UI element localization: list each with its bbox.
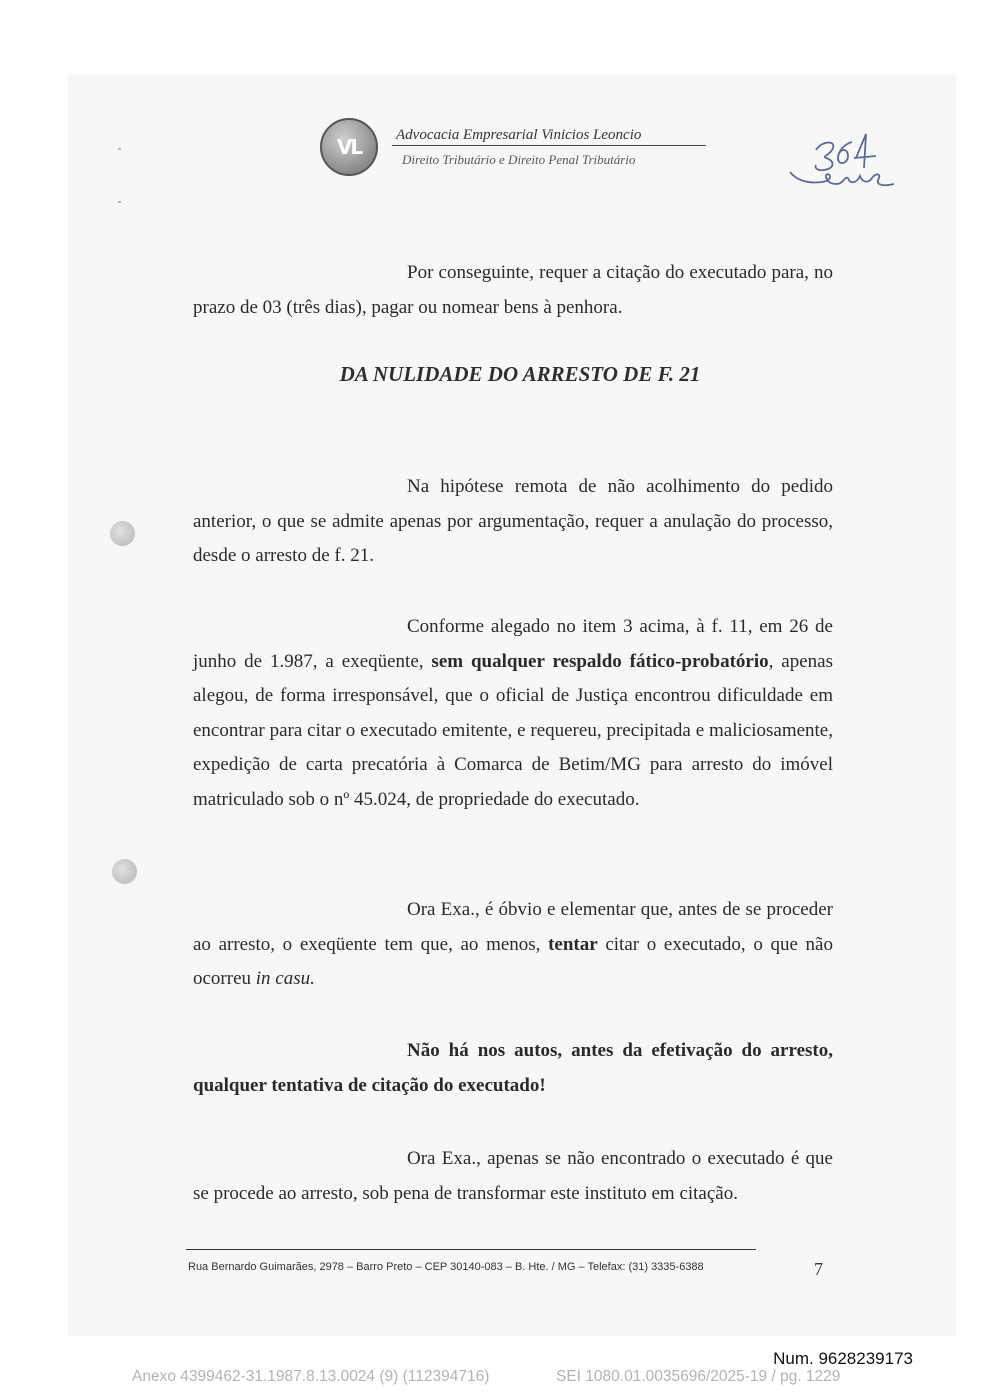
paragraph-annulment-request: Na hipótese remota de não acolhimento do pedido anterior, o que se admite apenas por argumentação, requer a anulação do processo, desde o arresto de f. 21. [193,476,833,566]
paragraph-arrest-procedure: Ora Exa., apenas se não encontrado o executado é que se procede ao arresto, sob pena de transformar este instituto em citação. [193,1148,833,1204]
annex-reference-stamp: Anexo 4399462-31.1987.8.13.0024 (9) (112394716) [132,1368,490,1385]
paragraph-arrest-allegation: Conforme alegado no item 3 acima, à f. 11, em 26 de junho de 1.987, a exeqüente, sem qualquer respaldo fático-probatório, apenas alegou, de forma irresponsável, que o oficial de Justiça encontrou dificuldade em encontrar para citar o executado emitente, e requereu, precipitada e maliciosamente, expedição de carta precatória à Comarca de Betim/MG para arresto do imóvel matriculado sob o nº 45.024, de propriedade do executado. [193,616,833,810]
scan-speck [118,201,121,203]
binder-hole [110,521,135,546]
footer-address: Rua Bernardo Guimarães, 2978 – Barro Preto – CEP 30140-083 – B. Hte. / MG – Telefax: (31) 3335-6388 [188,1261,704,1273]
paragraph-citation-request: Por conseguinte, requer a citação do executado para, no prazo de 03 (três dias), pagar ou nomear bens à penhora. [193,262,833,318]
document-number-stamp: Num. 9628239173 [773,1349,913,1368]
firm-logo [320,118,378,176]
footer-divider [186,1249,756,1250]
sei-reference-stamp: SEI 1080.01.0035696/2025-19 / pg. 1229 [556,1368,841,1385]
firm-subtitle: Direito Tributário e Direito Penal Tributário [402,152,636,167]
binder-hole [112,859,137,884]
page-number: 7 [814,1259,823,1279]
firm-name: Advocacia Empresarial Vinicios Leoncio [392,127,706,146]
paragraph-no-citation-emphasis: Não há nos autos, antes da efetivação do arresto, qualquer tentativa de citação do executado! [193,1040,833,1096]
section-heading: DA NULIDADE DO ARRESTO DE F. 21 [339,362,701,386]
paragraph-citation-attempt: Ora Exa., é óbvio e elementar que, antes de se proceder ao arresto, o exeqüente tem que, ao menos, tentar citar o executado, o que não ocorreu in casu. [193,899,833,989]
logo-text: VL [336,135,362,159]
handwritten-page-mark [786,128,910,200]
scan-speck [118,148,121,150]
